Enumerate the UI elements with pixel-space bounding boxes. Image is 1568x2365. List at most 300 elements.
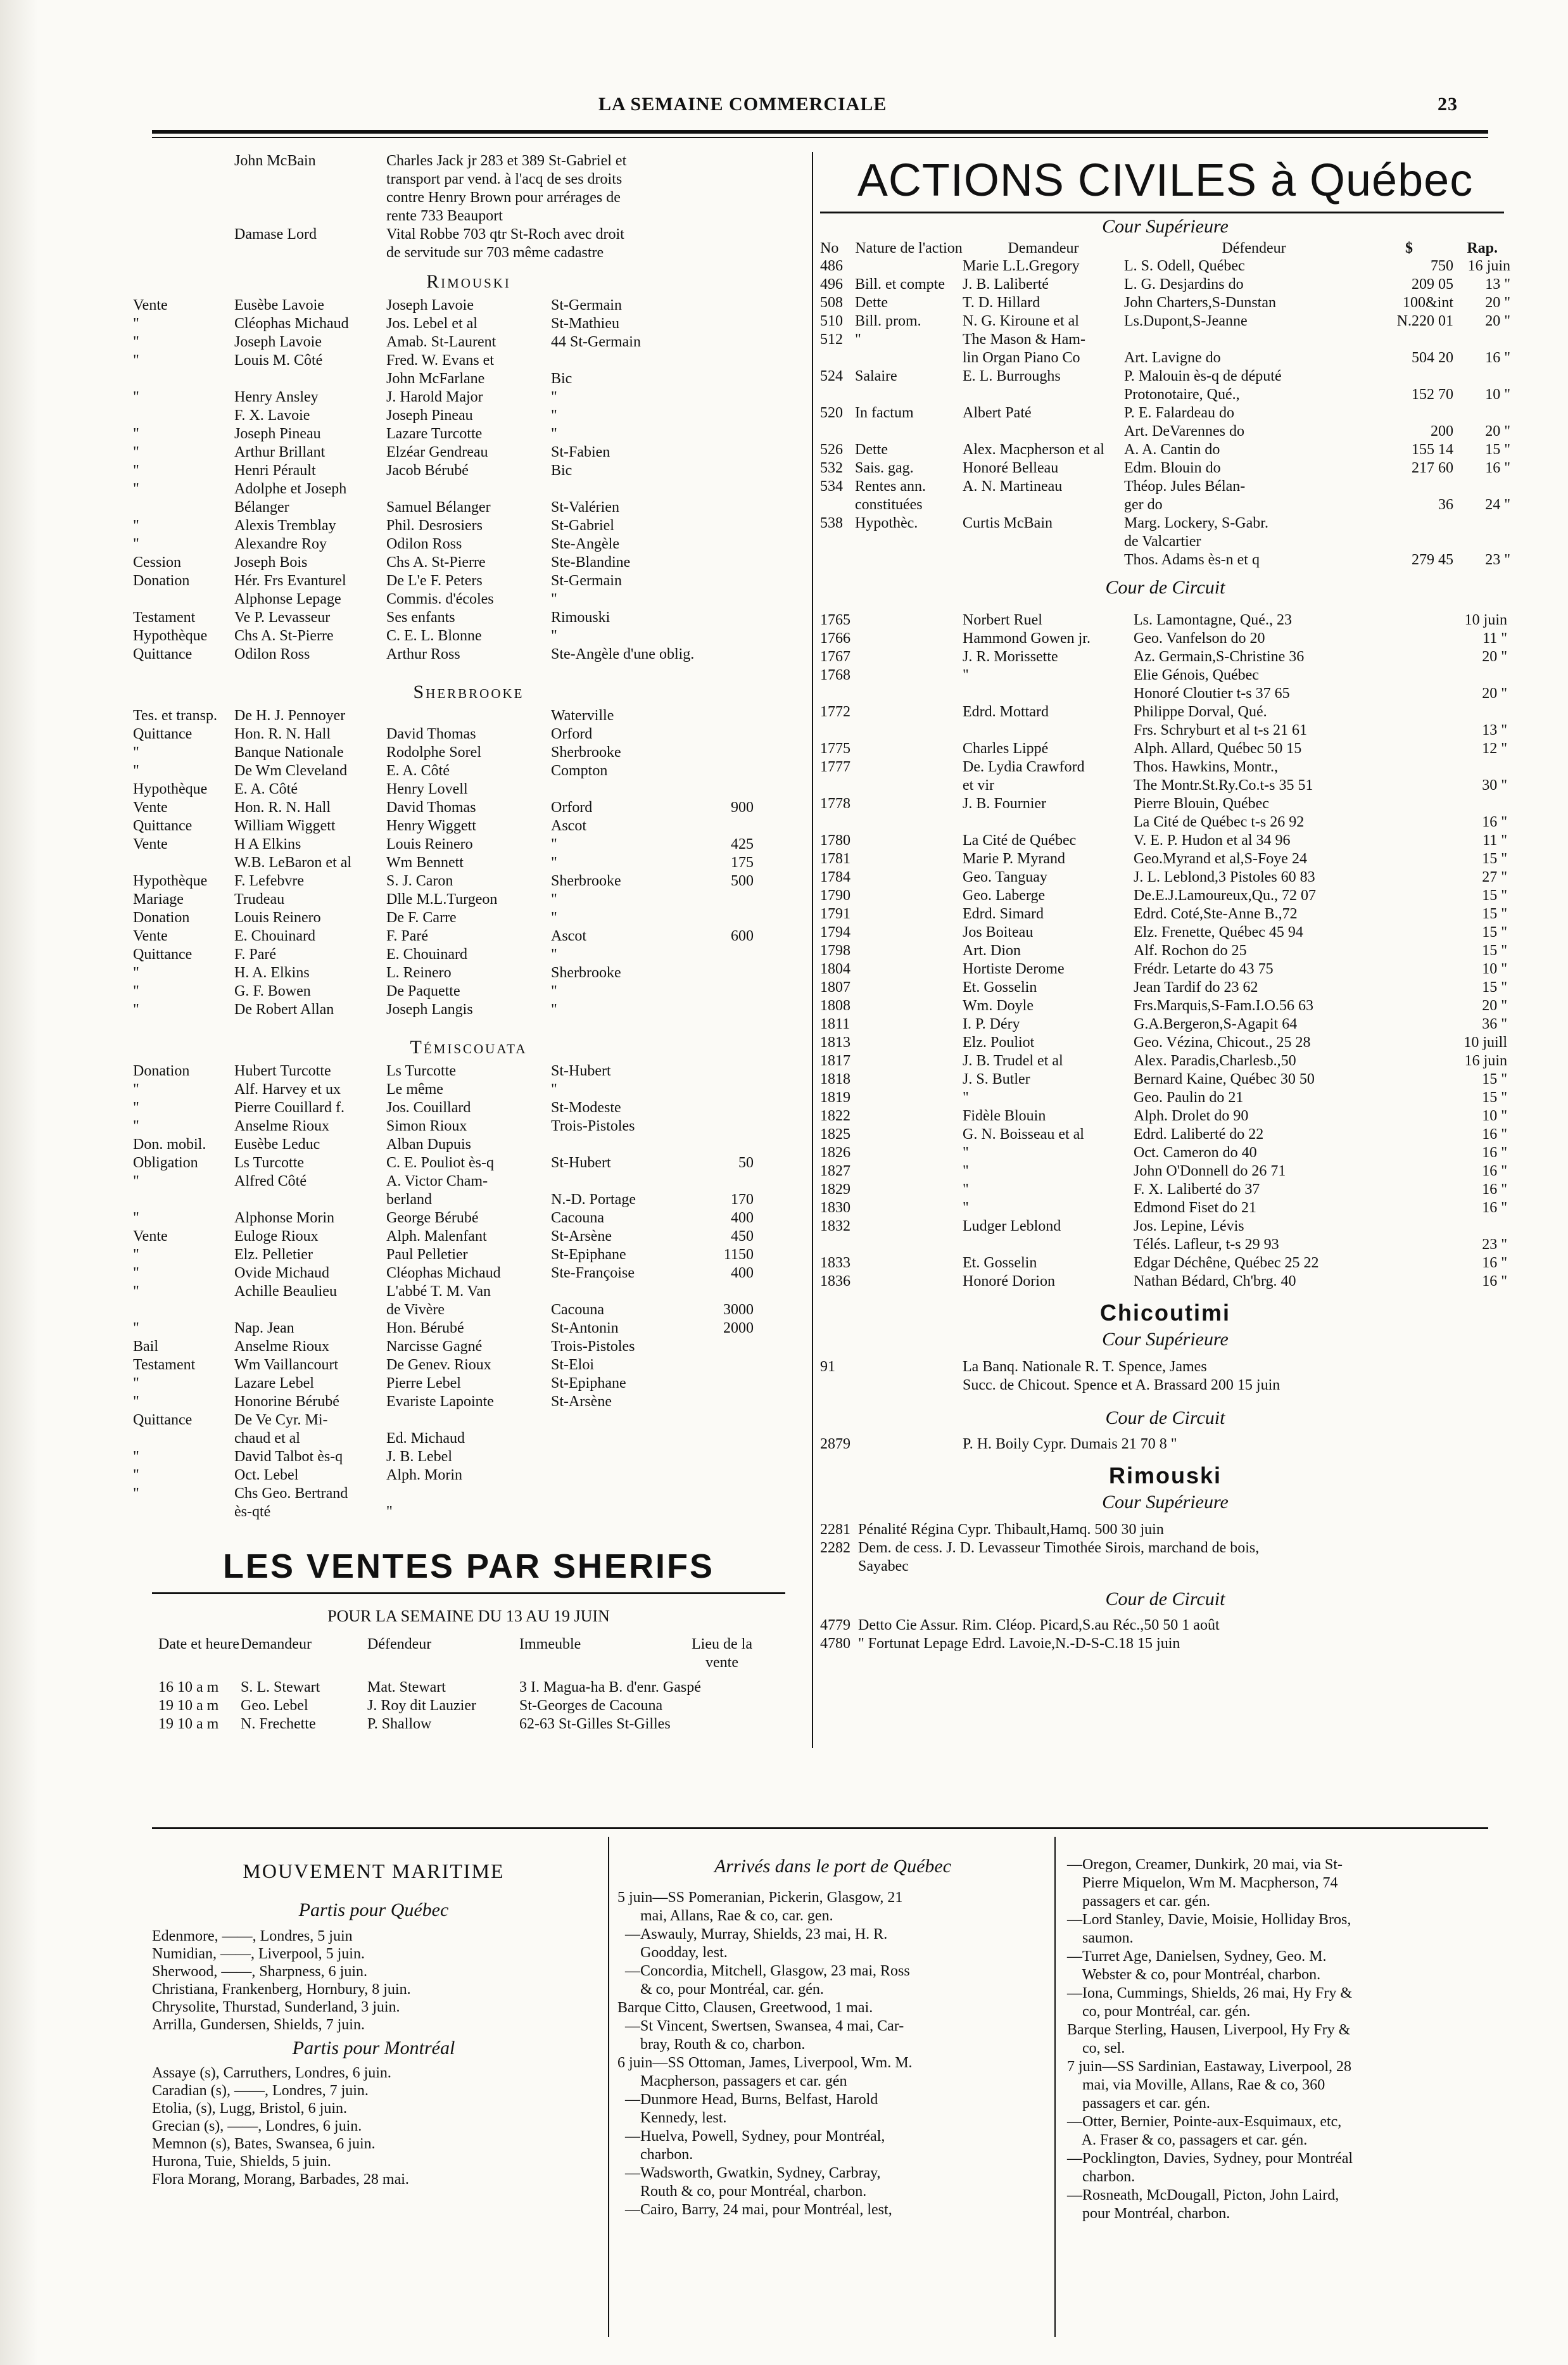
ship-line: Flora Morang, Morang, Barbades, 28 mai. bbox=[152, 2171, 409, 2188]
temiscouata-row bbox=[133, 1393, 804, 1411]
temiscouata-row-a: Wm Vaillancourt bbox=[234, 1357, 339, 1373]
action-row-r: 15 " bbox=[1485, 441, 1510, 458]
ship-line: Sherwood, ——, Sharpness, 6 juin. bbox=[152, 1963, 367, 1980]
action-row bbox=[820, 551, 1510, 569]
rimouski-row-b: Fred. W. Evans et bbox=[386, 352, 494, 369]
circuit-row-r: 16 " bbox=[1482, 814, 1507, 830]
arrival-line: 6 juin—SS Ottoman, James, Liverpool, Wm. M. bbox=[617, 2055, 913, 2071]
circuit-row bbox=[820, 611, 1510, 630]
circuit-row-r: 20 " bbox=[1482, 685, 1507, 702]
sherbrooke-row bbox=[133, 854, 804, 872]
temiscouata-row-a: Alphonse Morin bbox=[234, 1210, 334, 1226]
circuit-row-r: 20 " bbox=[1482, 649, 1507, 665]
action-row-v: 504 20 bbox=[1412, 350, 1453, 366]
action-row-v bbox=[1384, 478, 1453, 496]
circuit-row-f: Ls. Lamontagne, Qué., 23 bbox=[1134, 612, 1292, 628]
ship-line: Memnon (s), Bates, Swansea, 6 juin. bbox=[152, 2136, 376, 2152]
action-row-no bbox=[820, 496, 855, 514]
rimouski-row-b: Amab. St-Laurent bbox=[386, 334, 496, 350]
temiscouata-row-d bbox=[690, 1503, 754, 1521]
circuit-row-no bbox=[820, 813, 963, 832]
rimouski-row bbox=[133, 554, 804, 572]
arrives-list-continued bbox=[1067, 1856, 1510, 2223]
section-title-temiscouata: Témiscouata bbox=[410, 1037, 528, 1058]
circuit-row bbox=[820, 1107, 1510, 1125]
rimouski-row-t: " bbox=[133, 444, 139, 460]
temiscouata-row-b: Alph. Malenfant bbox=[386, 1228, 487, 1245]
temiscouata-row-b: Ls Turcotte bbox=[386, 1063, 457, 1079]
circuit-row-r bbox=[1438, 758, 1507, 777]
sherbrooke-row-b: E. A. Côté bbox=[386, 763, 450, 779]
temiscouata-row-c: Cacouna bbox=[551, 1302, 604, 1318]
action-row-v: 209 05 bbox=[1412, 276, 1453, 293]
temiscouata-row-b bbox=[386, 1411, 551, 1430]
arrival-line: pour Montréal, charbon. bbox=[1067, 2205, 1230, 2222]
maritime-left bbox=[152, 1862, 595, 2188]
temiscouata-row-d: 170 bbox=[731, 1191, 754, 1208]
circuit-row-no: 1768 bbox=[820, 667, 850, 683]
sherif-row-d: 62-63 St-Gilles St-Gilles bbox=[519, 1716, 671, 1732]
temiscouata-row-d: 450 bbox=[731, 1228, 754, 1245]
sherbrooke-row bbox=[133, 909, 804, 927]
rimouski-row-t: " bbox=[133, 334, 139, 350]
sherbrooke-row-c bbox=[551, 780, 690, 799]
action-row-d: Albert Paté bbox=[963, 405, 1032, 421]
rimouski-row-t bbox=[133, 498, 234, 517]
arrival-line: Webster & co, pour Montréal, charbon. bbox=[1067, 1967, 1321, 1983]
circuit-row-no: 1808 bbox=[820, 998, 850, 1014]
circuit-row-no bbox=[820, 1236, 963, 1254]
action-row-n bbox=[855, 422, 963, 441]
action-row-n bbox=[855, 349, 963, 367]
sherbrooke-row-b: Joseph Langis bbox=[386, 1001, 473, 1018]
chicoutimi-row-no: 91 bbox=[820, 1359, 835, 1375]
action-row-no: 512 bbox=[820, 331, 843, 348]
circuit-row bbox=[820, 1089, 1510, 1107]
temiscouata-row-b: Evariste Lapointe bbox=[386, 1393, 494, 1410]
temiscouata-row bbox=[133, 1172, 804, 1191]
temiscouata-row bbox=[133, 1246, 804, 1264]
temiscouata-row-t: " bbox=[133, 1118, 139, 1134]
arrival-line: co, pour Montréal, car. gén. bbox=[1067, 2003, 1251, 2020]
action-row-f: L. G. Desjardins do bbox=[1124, 276, 1244, 293]
sherbrooke-row-c: " bbox=[551, 983, 557, 999]
action-row-v: 200 bbox=[1431, 423, 1453, 440]
temiscouata-row-d: 400 bbox=[731, 1210, 754, 1226]
temiscouata-row bbox=[133, 1301, 804, 1319]
rimouski-row-t: " bbox=[133, 481, 139, 497]
circuit-row-d: " bbox=[963, 1144, 969, 1161]
circuit-row-d: Honoré Dorion bbox=[963, 1273, 1055, 1290]
action-row-n: Bill. et compte bbox=[855, 276, 945, 293]
temiscouata-row-t: Donation bbox=[133, 1063, 190, 1079]
action-row-f: P. E. Falardeau do bbox=[1124, 405, 1234, 421]
action-row-no: 538 bbox=[820, 515, 843, 531]
temiscouata-row bbox=[133, 1485, 804, 1503]
circuit-row bbox=[820, 1125, 1510, 1144]
circuit-row-d: I. P. Déry bbox=[963, 1016, 1020, 1032]
sherbrooke-row-t: Donation bbox=[133, 910, 190, 926]
sherbrooke-row-c: " bbox=[551, 1001, 557, 1018]
action-row-no bbox=[820, 533, 855, 551]
rimouski2-row bbox=[820, 1557, 1510, 1576]
rimouski-row bbox=[133, 443, 804, 462]
rimouski2-cc-title: Cour de Circuit bbox=[1105, 1588, 1225, 1609]
arrival-line: —Cairo, Barry, 24 mai, pour Montréal, lest, bbox=[617, 2202, 892, 2218]
temiscouata-row-b: Cléophas Michaud bbox=[386, 1265, 501, 1281]
sherbrooke-row-a: E. Chouinard bbox=[234, 928, 315, 944]
temiscouata-row-d bbox=[690, 1136, 754, 1154]
temiscouata-row-a: Lazare Lebel bbox=[234, 1375, 314, 1392]
actions-col-demandeur: Demandeur bbox=[1008, 240, 1079, 257]
circuit-row-d: Elz. Pouliot bbox=[963, 1034, 1035, 1051]
chicoutimi-row bbox=[820, 1376, 1510, 1395]
record-row bbox=[133, 170, 804, 189]
temiscouata-row-c bbox=[551, 1485, 690, 1503]
circuit-row-no: 1778 bbox=[820, 796, 850, 812]
record-row-dem bbox=[234, 170, 386, 189]
sherbrooke-row-a: E. A. Côté bbox=[234, 781, 298, 797]
rimouski-row-a: Joseph Bois bbox=[234, 554, 308, 571]
temiscouata-row-t bbox=[133, 1503, 234, 1521]
ship-line: Hurona, Tuie, Shields, 5 juin. bbox=[152, 2153, 331, 2170]
left-top-block bbox=[133, 152, 804, 262]
action-row-n bbox=[855, 257, 963, 276]
circuit-row bbox=[820, 721, 1510, 740]
sherbrooke-row-d bbox=[690, 725, 754, 744]
rimouski-row-c: St-Valérien bbox=[551, 499, 619, 516]
circuit-row-f: Az. Germain,S-Christine 36 bbox=[1134, 649, 1305, 665]
cour-circuit-title: Cour de Circuit bbox=[1105, 577, 1225, 598]
sherbrooke-row bbox=[133, 707, 804, 725]
temiscouata-row-t: " bbox=[133, 1081, 139, 1098]
action-row bbox=[820, 533, 1510, 551]
temiscouata-row bbox=[133, 1264, 804, 1283]
circuit-row-no bbox=[820, 685, 963, 703]
temiscouata-row-b: George Bérubé bbox=[386, 1210, 479, 1226]
circuit-row-d: Geo. Laberge bbox=[963, 887, 1046, 904]
temiscouata-row-c: N.-D. Portage bbox=[551, 1191, 636, 1208]
rimouski2-row bbox=[820, 1539, 1510, 1557]
actions-col-rap: Rap. bbox=[1467, 240, 1498, 257]
sherbrooke-row-c: Ascot bbox=[551, 928, 586, 944]
rimouski2-cs-table bbox=[820, 1521, 1510, 1576]
record-row bbox=[133, 244, 804, 262]
rimouski-row-a: Joseph Pineau bbox=[234, 426, 321, 442]
circuit-row-r: 10 juin bbox=[1464, 612, 1507, 628]
sherbrooke-row-a: H A Elkins bbox=[234, 836, 301, 853]
rimouski-row bbox=[133, 407, 804, 425]
circuit-row-r bbox=[1438, 666, 1507, 685]
circuit-row-r: 16 " bbox=[1482, 1144, 1507, 1161]
temiscouata-row-t: Bail bbox=[133, 1338, 158, 1355]
circuit-row-r: 10 " bbox=[1482, 961, 1507, 977]
circuit-row bbox=[820, 813, 1510, 832]
temiscouata-row-d bbox=[690, 1062, 754, 1081]
rimouski-row-b: Arthur Ross bbox=[386, 646, 460, 663]
sherbrooke-row-c: " bbox=[551, 854, 557, 871]
temiscouata-row-b: Jos. Couillard bbox=[386, 1100, 471, 1116]
ship-line: Caradian (s), ——, Londres, 7 juin. bbox=[152, 2083, 369, 2099]
circuit-row bbox=[820, 758, 1510, 777]
rimouski-row-t: Vente bbox=[133, 297, 168, 314]
temiscouata-row bbox=[133, 1227, 804, 1246]
rimouski-row-a: Ve P. Levasseur bbox=[234, 609, 331, 626]
sherbrooke-row-a: Trudeau bbox=[234, 891, 285, 908]
sherbrooke-row-c: " bbox=[551, 910, 557, 926]
temiscouata-row-t bbox=[133, 1430, 234, 1448]
actions-circuit-table bbox=[820, 611, 1510, 1291]
sherbrooke-row-c: Sherbrooke bbox=[551, 873, 621, 889]
sherifs-col-demandeur: Demandeur bbox=[241, 1636, 312, 1652]
actions-header-row bbox=[820, 240, 1510, 257]
temiscouata-row-c: St-Epiphane bbox=[551, 1246, 626, 1263]
sherbrooke-row-d bbox=[690, 964, 754, 982]
record-row-type bbox=[133, 170, 234, 189]
rimouski-row bbox=[133, 388, 804, 407]
circuit-row bbox=[820, 905, 1510, 923]
sherbrooke-row bbox=[133, 927, 804, 946]
circuit-row-f: Honoré Cloutier t-s 37 65 bbox=[1134, 685, 1290, 702]
circuit-row-no: 1819 bbox=[820, 1089, 850, 1106]
action-row-v bbox=[1384, 404, 1453, 422]
page-number: 23 bbox=[1438, 94, 1458, 115]
sherbrooke-row bbox=[133, 762, 804, 780]
sherifs-col-lieu: Lieu de la vente bbox=[692, 1636, 752, 1671]
action-row-v: 155 14 bbox=[1412, 441, 1453, 458]
temiscouata-row-c bbox=[551, 1411, 690, 1430]
sherif-row bbox=[158, 1678, 804, 1697]
circuit-row-r: 16 " bbox=[1482, 1200, 1507, 1216]
circuit-row-f: Pierre Blouin, Québec bbox=[1134, 796, 1269, 812]
ship-line: Christiana, Frankenberg, Hornbury, 8 juin. bbox=[152, 1981, 411, 1998]
rimouski2-cs-title: Cour Supérieure bbox=[1102, 1492, 1229, 1512]
circuit-row-r: 16 juin bbox=[1464, 1053, 1507, 1069]
maritime-divider-1 bbox=[608, 1837, 609, 2337]
temiscouata-row bbox=[133, 1154, 804, 1172]
circuit-row-d: Et. Gosselin bbox=[963, 1255, 1037, 1271]
rimouski-row-c: St-Mathieu bbox=[551, 315, 619, 332]
sherbrooke-row bbox=[133, 946, 804, 964]
arrival-line: Kennedy, lest. bbox=[617, 2110, 727, 2126]
temiscouata-row-t: " bbox=[133, 1320, 139, 1336]
action-row-n: Sais. gag. bbox=[855, 460, 914, 476]
temiscouata-row-t: Testament bbox=[133, 1357, 196, 1373]
temiscouata-row-t: Don. mobil. bbox=[133, 1136, 206, 1153]
rimouski-row-a: Eusèbe Lavoie bbox=[234, 297, 324, 314]
circuit-row-d: De. Lydia Crawford bbox=[963, 759, 1085, 775]
circuit-row-no: 1829 bbox=[820, 1181, 850, 1198]
sherbrooke-row-d bbox=[690, 744, 754, 762]
temiscouata-row-a: Oct. Lebel bbox=[234, 1467, 299, 1483]
circuit-row bbox=[820, 1015, 1510, 1034]
circuit-row-no: 1804 bbox=[820, 961, 850, 977]
rimouski-row-t: " bbox=[133, 389, 139, 405]
circuit-row-f: Jean Tardif do 23 62 bbox=[1134, 979, 1258, 996]
temiscouata-row bbox=[133, 1099, 804, 1117]
rimouski-row bbox=[133, 517, 804, 535]
temiscouata-row-t: " bbox=[133, 1375, 139, 1392]
temiscouata-row-t: Obligation bbox=[133, 1155, 198, 1171]
sherbrooke-row-b: Dlle M.L.Turgeon bbox=[386, 891, 498, 908]
sherbrooke-row-c: Orford bbox=[551, 726, 593, 742]
circuit-row-d: Ludger Leblond bbox=[963, 1218, 1061, 1234]
action-row-no: 534 bbox=[820, 478, 843, 495]
temiscouata-row-c bbox=[551, 1172, 690, 1191]
temiscouata-row-b: Ed. Michaud bbox=[386, 1430, 465, 1447]
rimouski-row bbox=[133, 590, 804, 609]
rimouski-row-a: Cléophas Michaud bbox=[234, 315, 349, 332]
action-row-n: Rentes ann. bbox=[855, 478, 926, 495]
record-row-dem bbox=[234, 207, 386, 225]
circuit-row-r bbox=[1438, 703, 1507, 721]
action-row-d bbox=[963, 422, 1124, 441]
circuit-row-no bbox=[820, 777, 963, 795]
arrival-line: —Oregon, Creamer, Dunkirk, 20 mai, via St- bbox=[1067, 1856, 1343, 1873]
arrival-line: Routh & co, pour Montréal, charbon. bbox=[617, 2183, 867, 2200]
rimouski-row-c: Ste-Angèle d'une oblig. bbox=[551, 646, 695, 663]
actions-col-nature: Nature de l'action bbox=[855, 240, 963, 257]
circuit-row-no bbox=[820, 721, 963, 740]
temiscouata-row-b: L'abbé T. M. Van bbox=[386, 1283, 491, 1300]
sherbrooke-row-d bbox=[690, 982, 754, 1001]
action-row bbox=[820, 276, 1510, 294]
temiscouata-row-b bbox=[386, 1485, 551, 1503]
record-row bbox=[133, 152, 804, 170]
temiscouata-row-b: " bbox=[386, 1504, 393, 1520]
ship-line: Chrysolite, Thurstad, Sunderland, 3 juin. bbox=[152, 1999, 400, 2015]
sherifs-col-defendeur: Défendeur bbox=[367, 1636, 432, 1652]
sherbrooke-row-a: F. Paré bbox=[234, 946, 277, 963]
rimouski-row-a: Hér. Frs Evanturel bbox=[234, 573, 346, 589]
sherif-row-c: P. Shallow bbox=[367, 1716, 432, 1732]
circuit-row-no: 1811 bbox=[820, 1016, 850, 1032]
temiscouata-row-t: " bbox=[133, 1100, 139, 1116]
sherbrooke-row-a: Hon. R. N. Hall bbox=[234, 799, 331, 816]
rimouski-row bbox=[133, 498, 804, 517]
rimouski-row-c: Bic bbox=[551, 462, 572, 479]
action-row-v: 100&int bbox=[1402, 295, 1453, 311]
sherbrooke-row-a: W.B. LeBaron et al bbox=[234, 854, 352, 871]
rimouski-row-t: Quittance bbox=[133, 646, 193, 663]
temiscouata-row-t: " bbox=[133, 1449, 139, 1465]
sherbrooke-row bbox=[133, 799, 804, 817]
ship-line: Assaye (s), Carruthers, Londres, 6 juin. bbox=[152, 2065, 391, 2081]
left-column bbox=[133, 152, 804, 1734]
temiscouata-row-b: Narcisse Gagné bbox=[386, 1338, 483, 1355]
action-row-no: 526 bbox=[820, 441, 843, 458]
rimouski-row bbox=[133, 480, 804, 498]
sherbrooke-row-t: Tes. et transp. bbox=[133, 707, 217, 724]
temiscouata-row-d bbox=[690, 1081, 754, 1099]
sherifs-col-immeuble: Immeuble bbox=[519, 1636, 581, 1652]
sherif-row bbox=[158, 1715, 804, 1734]
sherif-row-b: Geo. Lebel bbox=[241, 1697, 308, 1714]
circuit-row-r: 16 " bbox=[1482, 1255, 1507, 1271]
action-row bbox=[820, 459, 1510, 478]
rimouski-row-a: F. X. Lavoie bbox=[234, 407, 310, 424]
circuit-row bbox=[820, 1272, 1510, 1291]
temiscouata-row-c: St-Epiphane bbox=[551, 1375, 626, 1392]
sherbrooke-table bbox=[133, 707, 804, 1019]
rimouski-row-t bbox=[133, 370, 234, 388]
temiscouata-row-c bbox=[551, 1430, 690, 1448]
action-row bbox=[820, 514, 1510, 533]
sherbrooke-row-t: Quittance bbox=[133, 726, 193, 742]
circuit-row-no: 1832 bbox=[820, 1218, 850, 1234]
ship-line: Grecian (s), ——, Londres, 6 juin. bbox=[152, 2118, 362, 2134]
circuit-row-d: J. S. Butler bbox=[963, 1071, 1030, 1087]
rimouski-row-b: C. E. L. Blonne bbox=[386, 628, 482, 644]
action-row bbox=[820, 404, 1510, 422]
rimouski-row-b: Elzéar Gendreau bbox=[386, 444, 488, 460]
circuit-row-d: Hammond Gowen jr. bbox=[963, 630, 1091, 647]
rimouski-row-c: " bbox=[551, 591, 557, 607]
record-row-def: transport par vend. à l'acq de ses droits bbox=[386, 171, 623, 187]
rimouski-row-t: " bbox=[133, 315, 139, 332]
temiscouata-row bbox=[133, 1283, 804, 1301]
arrival-line: mai, Allans, Rae & co, car. gen. bbox=[617, 1908, 833, 1924]
action-row-r: 16 juin bbox=[1467, 258, 1510, 274]
sherbrooke-row-c: Ascot bbox=[551, 818, 586, 834]
rimouski2-cc-row-no: 4780 bbox=[820, 1635, 850, 1652]
circuit-row-no: 1777 bbox=[820, 759, 850, 775]
sherbrooke-row-b: F. Paré bbox=[386, 928, 429, 944]
rimouski-row-c bbox=[551, 480, 798, 498]
circuit-row-r: 16 " bbox=[1482, 1273, 1507, 1290]
action-row-no: 532 bbox=[820, 460, 843, 476]
temiscouata-row-d bbox=[690, 1356, 754, 1374]
temiscouata-row-a: Elz. Pelletier bbox=[234, 1246, 313, 1263]
circuit-row bbox=[820, 1162, 1510, 1181]
temiscouata-row-a: Euloge Rioux bbox=[234, 1228, 319, 1245]
arrival-line: —Rosneath, McDougall, Picton, John Laird, bbox=[1067, 2187, 1339, 2203]
sherbrooke-row-b: David Thomas bbox=[386, 726, 476, 742]
sherbrooke-row-d bbox=[690, 891, 754, 909]
sherbrooke-row-b: S. J. Caron bbox=[386, 873, 453, 889]
circuit-row-f: V. E. P. Hudon et al 34 96 bbox=[1134, 832, 1291, 849]
temiscouata-row-b: A. Victor Cham- bbox=[386, 1173, 488, 1189]
circuit-row bbox=[820, 1217, 1510, 1236]
sherbrooke-row-t: " bbox=[133, 1001, 139, 1018]
action-row-d: Alex. Macpherson et al bbox=[963, 441, 1104, 458]
rimouski-row-c: " bbox=[551, 389, 557, 405]
rimouski-row-c bbox=[551, 352, 798, 370]
action-row-r: 16 " bbox=[1485, 350, 1510, 366]
circuit-row-r: 15 " bbox=[1482, 924, 1507, 941]
arrival-line: Barque Sterling, Hausen, Liverpool, Hy Fry & bbox=[1067, 2022, 1351, 2038]
action-row-f: Thos. Adams ès-n et q bbox=[1124, 552, 1260, 568]
circuit-row bbox=[820, 703, 1510, 721]
rimouski2-row-text: Sayabec bbox=[858, 1558, 909, 1575]
temiscouata-row-c: St-Hubert bbox=[551, 1063, 611, 1079]
page-edge-shadow bbox=[0, 0, 38, 2365]
rimouski-row-b: Jos. Lebel et al bbox=[386, 315, 477, 332]
action-row-v bbox=[1384, 533, 1453, 551]
sherbrooke-row-b: Rodolphe Sorel bbox=[386, 744, 481, 761]
arrival-line: charbon. bbox=[1067, 2169, 1135, 2185]
temiscouata-row bbox=[133, 1117, 804, 1136]
arrival-line: —Wadsworth, Gwatkin, Sydney, Carbray, bbox=[617, 2165, 881, 2181]
circuit-row-d: " bbox=[963, 1089, 969, 1106]
rimouski-row bbox=[133, 627, 804, 645]
temiscouata-row-d: 50 bbox=[738, 1155, 754, 1171]
rimouski-row-t: " bbox=[133, 426, 139, 442]
circuit-row-f: Alph. Allard, Québec 50 15 bbox=[1134, 740, 1302, 757]
action-row-r bbox=[1453, 404, 1510, 422]
sherbrooke-row-a: Hon. R. N. Hall bbox=[234, 726, 331, 742]
column-divider bbox=[812, 152, 813, 1748]
